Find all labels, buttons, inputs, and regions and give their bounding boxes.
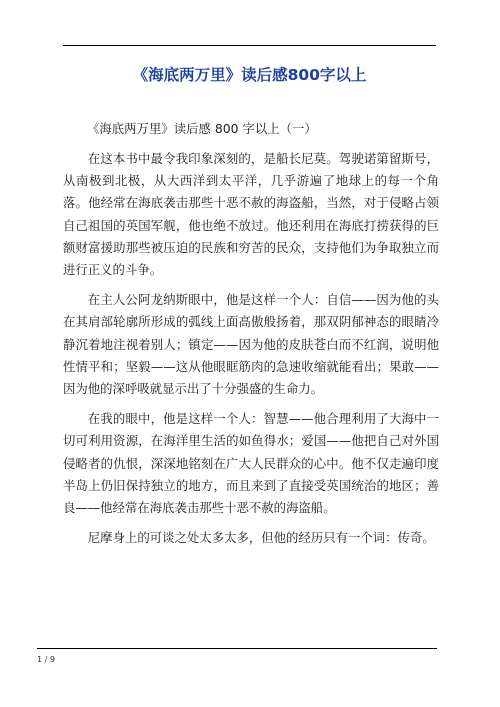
paragraph: 在主人公阿龙纳斯眼中，他是这样一个人：自信——因为他的头在其肩部轮廓所形成的弧线上面高傲般扬着，那双阴郁神态的眼睛冷静沉着地注视着别人；镇定——因为他的皮肤苍白而不红润，说明他性情平和；坚毅——这从他眼眶筋肉的急速收缩就能看出；果敢——因为他的深呼吸就显示出了十分强盛的生命力。 bbox=[63, 292, 439, 397]
footer-divider bbox=[37, 648, 437, 649]
document-title: 《海底两万里》读后感800字以上 bbox=[132, 66, 367, 84]
document-body bbox=[63, 118, 439, 557]
paragraph: 在我的眼中，他是这样一个人：智慧——他合理利用了大海中一切可利用资源，在海洋里生活的如鱼得水；爱国——他把自己对外国侵略者的仇恨，深深地铭刻在广大人民群众的心中。他不仅走遍印度半岛上仍旧保持独立的地方，而且来到了直接受英国统治的地区；善良——他经常在海底袭击那些十恶不赦的海盗船。 bbox=[63, 411, 439, 516]
page-number: 1 / 9 bbox=[37, 655, 55, 664]
section-heading: 《海底两万里》读后感 800 字以上（一） bbox=[87, 121, 317, 136]
paragraph: 在这本书中最令我印象深刻的，是船长尼莫。驾驶诺第留斯号，从南极到北极，从大西洋到太平洋，几乎游遍了地球上的每一个角落。他经常在海底袭击那些十恶不赦的海盗船，当然，对于侵略占领自己祖国的英国军舰，他也绝不放过。他还利用在海底打捞获得的巨额财富援助那些被压迫的民族和穷苦的民众，支持他们为争取独立而进行正义的斗争。 bbox=[63, 151, 439, 278]
paragraph: 尼摩身上的可谈之处太多太多，但他的经历只有一个词：传奇。 bbox=[87, 530, 435, 546]
header-divider bbox=[63, 45, 436, 46]
